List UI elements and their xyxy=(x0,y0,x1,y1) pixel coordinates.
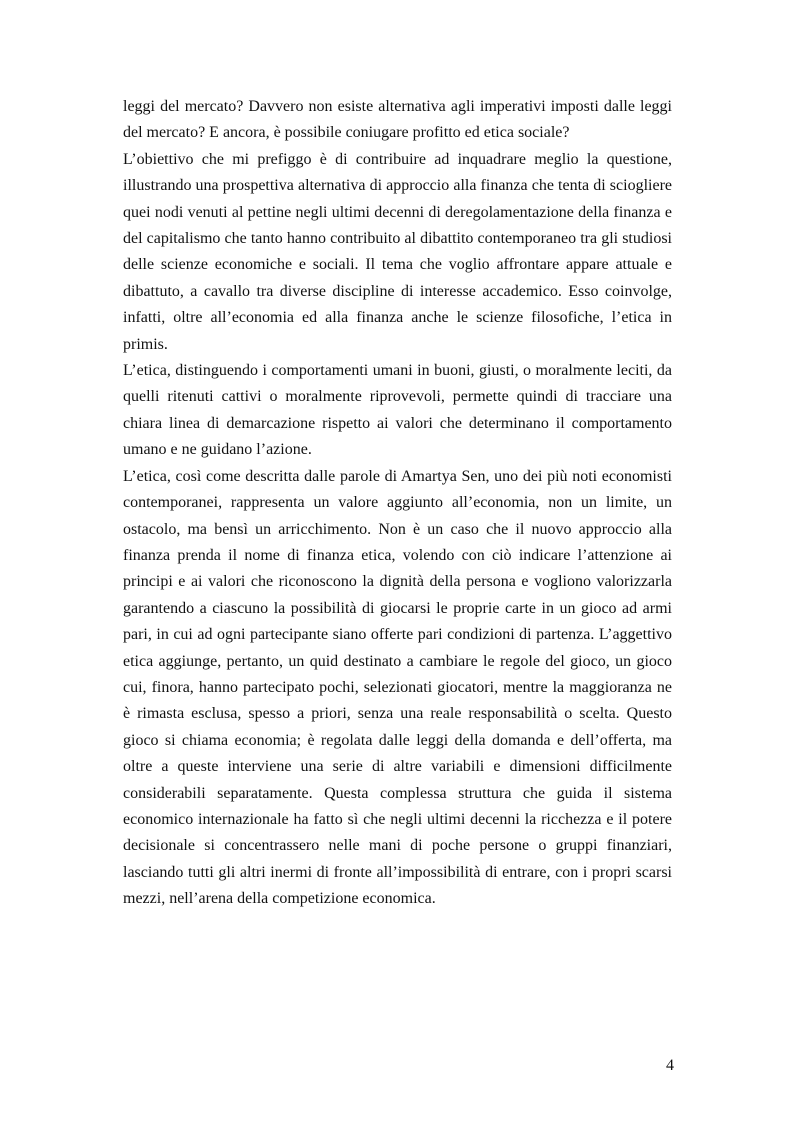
page-number: 4 xyxy=(666,1057,674,1074)
paragraph-2: L’obiettivo che mi prefiggo è di contribuire ad inquadrare meglio la questione, illustrando una prospettiva alternativa di approccio alla finanza che tenta di sciogliere quei nodi venuti al pettine negli ultimi decenni di deregolamentazione della finanza e del capitalismo che tanto hanno contribuito al dibattito contemporaneo tra gli studiosi delle scienze economiche e sociali. Il tema che voglio affrontare appare attuale e dibattuto, a cavallo tra diverse discipline di interesse accademico. Esso coinvolge, infatti, oltre all’economia ed alla finanza anche le scienze filosofiche, l’etica in primis. xyxy=(123,150,672,353)
paragraph-4: L’etica, così come descritta dalle parole di Amartya Sen, uno dei più noti economisti contemporanei, rappresenta un valore aggiunto all’economia, non un limite, un ostacolo, ma bensì un arricchimento. Non è un caso che il nuovo approccio alla finanza prenda il nome di finanza etica, volendo con ciò indicare l’attenzione ai principi e ai valori che riconoscono la dignità della persona e vogliono valorizzarla garantendo a ciascuno la possibilità di giocarsi le proprie carte in un gioco ad armi pari, in cui ad ogni partecipante siano offerte pari condizioni di partenza. L’aggettivo etica aggiunge, pertanto, un quid destinato a cambiare le regole del gioco, un gioco cui, finora, hanno partecipato pochi, selezionati giocatori, mentre la maggioranza ne è rimasta esclusa, spesso a priori, senza una reale responsabilità o scelta. Questo gioco si chiama economia; è regolata dalle leggi della domanda e dell’offerta, ma oltre a queste interviene una serie di altre variabili e dimensioni difficilmente considerabili separatamente. Questa complessa struttura che guida il sistema economico internazionale ha fatto sì che negli ultimi decenni la ricchezza e il potere decisionale si concentrassero nelle mani di poche persone o gruppi finanziari, lasciando tutti gli altri inermi di fronte all’impossibilità di entrare, con i propri scarsi mezzi, nell’arena della competizione economica. xyxy=(123,467,672,908)
paragraph-1: leggi del mercato? Davvero non esiste alternativa agli imperativi imposti dalle leggi del mercato? E ancora, è possibile coniugare profitto ed etica sociale? xyxy=(123,98,672,142)
body-text xyxy=(123,94,672,913)
paragraph-3: L’etica, distinguendo i comportamenti umani in buoni, giusti, o moralmente leciti, da quelli ritenuti cattivi o moralmente riprovevoli, permette quindi di tracciare una chiara linea di demarcazione rispetto ai valori che determinano il comportamento umano e ne guidano l’azione. xyxy=(123,362,672,459)
